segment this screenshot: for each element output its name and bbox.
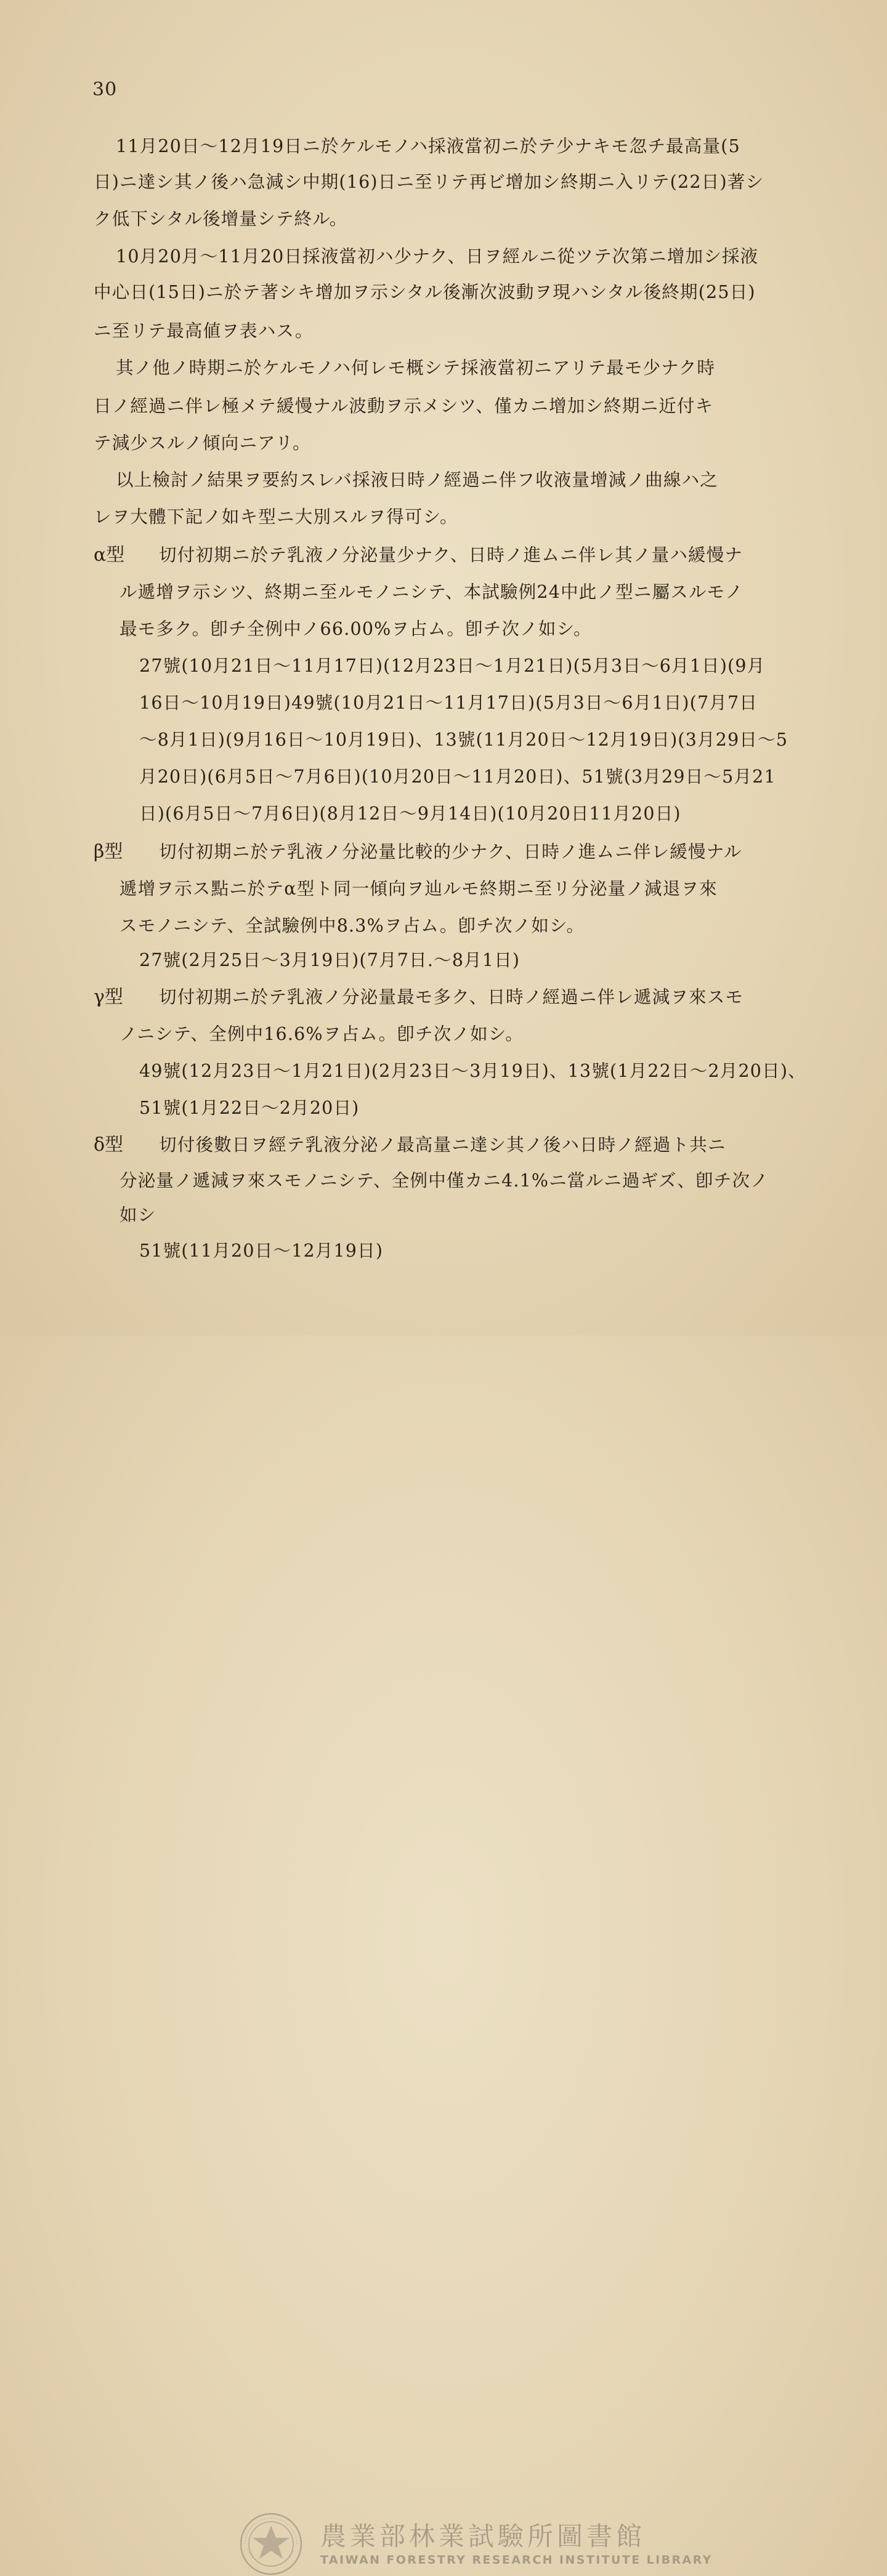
type-marker-alpha: α型 (94, 544, 125, 566)
text-line: ル遞增ヲ示シツ、終期ニ至ルモノニシテ、本試驗例24中此ノ型ニ屬スルモノ (119, 582, 743, 602)
text-line: 其ノ他ノ時期ニ於ケルモノハ何レモ概シテ採液當初ニアリテ最モ少ナク時 (116, 358, 716, 378)
text-line: 遞增ヲ示ス點ニ於テα型ト同一傾向ヲ辿ルモ終期ニ至リ分泌量ノ減退ヲ來 (119, 879, 718, 899)
text-line: 最モ多ク。卽チ全例中ノ66.00%ヲ占ム。卽チ次ノ如シ。 (119, 619, 592, 639)
text-line: 日)ニ達シ其ノ後ハ急減シ中期(16)日ニ至リテ再ビ增加シ終期ニ入リテ(22日)著シ (94, 172, 764, 192)
text-line: 11月20日～12月19日ニ於ケルモノハ採液當初ニ於テ少ナキモ忽チ最高量(5 (116, 136, 740, 156)
type-marker-gamma: γ型 (94, 986, 123, 1008)
text-line: 49號(12月23日～1月21日)(2月23日～3月19日)、13號(1月22日～2月20日)、 (139, 1061, 806, 1081)
page-number: 30 (92, 79, 118, 100)
text-line: 27號(10月21日～11月17日)(12月23日～1月21日)(5月3日～6月1日)(9月 (139, 656, 766, 676)
text-line: 10月20月～11月20日採液當初ハ少ナク、日ヲ經ルニ從ツテ次第ニ增加シ採液 (116, 246, 759, 267)
library-name: 農業部林業試驗所圖書館 (320, 2521, 646, 2551)
text-line: 51號(1月22日～2月20日) (139, 1098, 360, 1118)
text-line: スモノニシテ、全試驗例中8.3%ヲ占ム。卽チ次ノ如シ。 (119, 916, 585, 936)
text-line: 切付初期ニ於テ乳液ノ分泌量最モ多ク、日時ノ經過ニ伴レ遞減ヲ來スモ (159, 987, 744, 1007)
text-line: ニ至リテ最高値ヲ表ハス。 (94, 321, 314, 341)
text-line: 51號(11月20日～12月19日) (139, 1241, 384, 1261)
text-line: 月20日)(6月5日～7月6日)(10月20日～11月20日)、51號(3月29日～5月21 (139, 767, 776, 787)
text-line: 以上檢討ノ結果ヲ要約スレバ採液日時ノ經過ニ伴フ收液量增減ノ曲線ハ之 (116, 470, 719, 490)
text-line: テ減少スルノ傾向ニアリ。 (94, 433, 311, 453)
type-marker-delta: δ型 (94, 1134, 124, 1156)
text-line: 切付後數日ヲ經テ乳液分泌ノ最高量ニ達シ其ノ後ハ日時ノ經過ト共ニ (159, 1135, 726, 1155)
text-line: 分泌量ノ遞減ヲ來スモノニシテ、全例中僅カニ4.1%ニ當ルニ過ギズ、卽チ次ノ (119, 1170, 769, 1191)
type-marker-beta: β型 (94, 841, 123, 863)
text-line: ノニシテ、全例中16.6%ヲ占ム。卽チ次ノ如シ。 (119, 1024, 524, 1044)
text-line: 27號(2月25日～3月19日)(7月7日.～8月1日) (139, 950, 520, 970)
text-line: 日)(6月5日～7月6日)(8月12日～9月14日)(10月20日11月20日) (139, 803, 681, 824)
text-line: 16日～10月19日)49號(10月21日～11月17日)(5月3日～6月1日)(7月7日 (139, 693, 758, 713)
text-line: 中心日(15日)ニ於テ著シキ增加ヲ示シタル後漸次波動ヲ現ハシタル後終期(25日) (94, 282, 756, 302)
library-seal-icon (239, 2512, 303, 2576)
text-line: ク低下シタル後增量シテ終ル。 (94, 209, 348, 229)
library-name-english: TAIWAN FORESTRY RESEARCH INSTITUTE LIBRARY (320, 2553, 713, 2567)
text-line: ～8月1日)(9月16日～10月19日)、13號(11月20日～12月19日)(3月29日～5 (139, 730, 788, 750)
text-line: レヲ大體下記ノ如キ型ニ大別スルヲ得可シ。 (94, 507, 458, 527)
library-watermark (0, 1253, 887, 2567)
text-line: 日ノ經過ニ伴レ極メテ緩慢ナル波動ヲ示メシツ、僅カニ增加シ終期ニ近付キ (94, 396, 714, 416)
text-line: 切付初期ニ於テ乳液ノ分泌量少ナク、日時ノ進ムニ伴レ其ノ量ハ緩慢ナ (159, 545, 743, 565)
text-line: 切付初期ニ於テ乳液ノ分泌量比較的少ナク、日時ノ進ムニ伴レ緩慢ナル (159, 842, 742, 862)
text-line: 如シ (119, 1205, 156, 1225)
